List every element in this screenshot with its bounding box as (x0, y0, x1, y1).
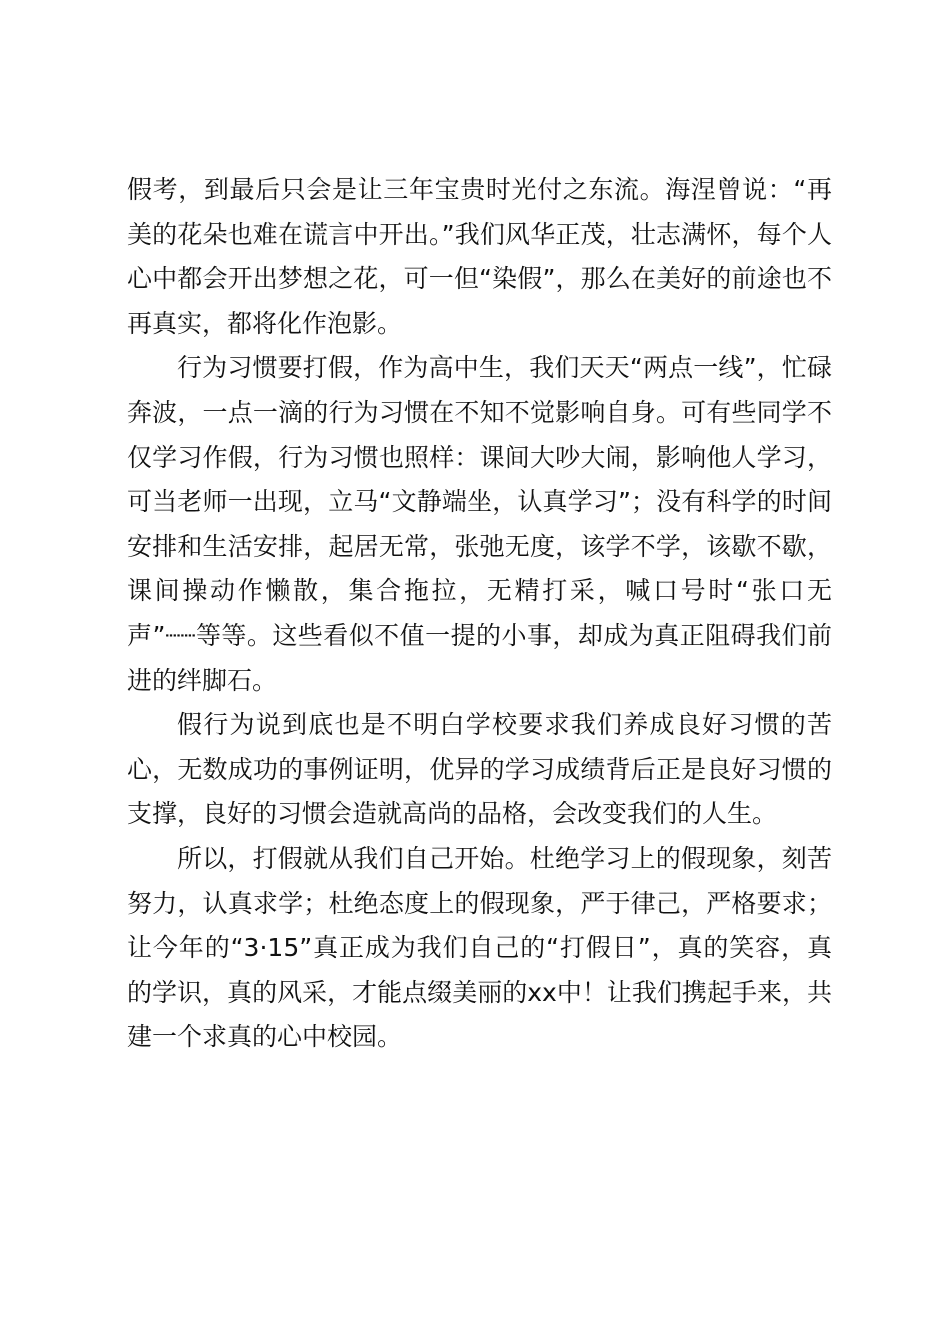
document-body (127, 168, 832, 1060)
paragraph-4: 所以，打假就从我们自己开始。杜绝学习上的假现象，刻苦努力，认真求学；杜绝态度上的假现象，严于律己，严格要求；让今年的“3·15”真正成为我们自己的“打假日”，真的笑容，真的学识，真的风采，才能点缀美丽的xx中！让我们携起手来，共建一个求真的心中校园。 (127, 843, 832, 1052)
paragraph-1: 假考，到最后只会是让三年宝贵时光付之东流。海涅曾说：“再美的花朵也难在谎言中开出。”我们风华正茂，壮志满怀，每个人心中都会开出梦想之花，可一但“染假”，那么在美好的前途也不再真实，都将化作泡影。 (127, 175, 832, 338)
paragraph-3: 假行为说到底也是不明白学校要求我们养成良好习惯的苦心，无数成功的事例证明，优异的学习成绩背后正是良好习惯的支撑，良好的习惯会造就高尚的品格，会改变我们的人生。 (127, 710, 832, 829)
paragraph-2: 行为习惯要打假，作为高中生，我们天天“两点一线”，忙碌奔波，一点一滴的行为习惯在不知不觉影响自身。可有些同学不仅学习作假，行为习惯也照样：课间大吵大闹，影响他人学习，可当老师一出现，立马“文静端坐，认真学习”；没有科学的时间安排和生活安排，起居无常，张弛无度，该学不学，该歇不歇，课间操动作懒散，集合拖拉，无精打采，喊口号时“张口无声”┈┈等等。这些看似不值一提的小事，却成为真正阻碍我们前进的绊脚石。 (127, 353, 832, 695)
